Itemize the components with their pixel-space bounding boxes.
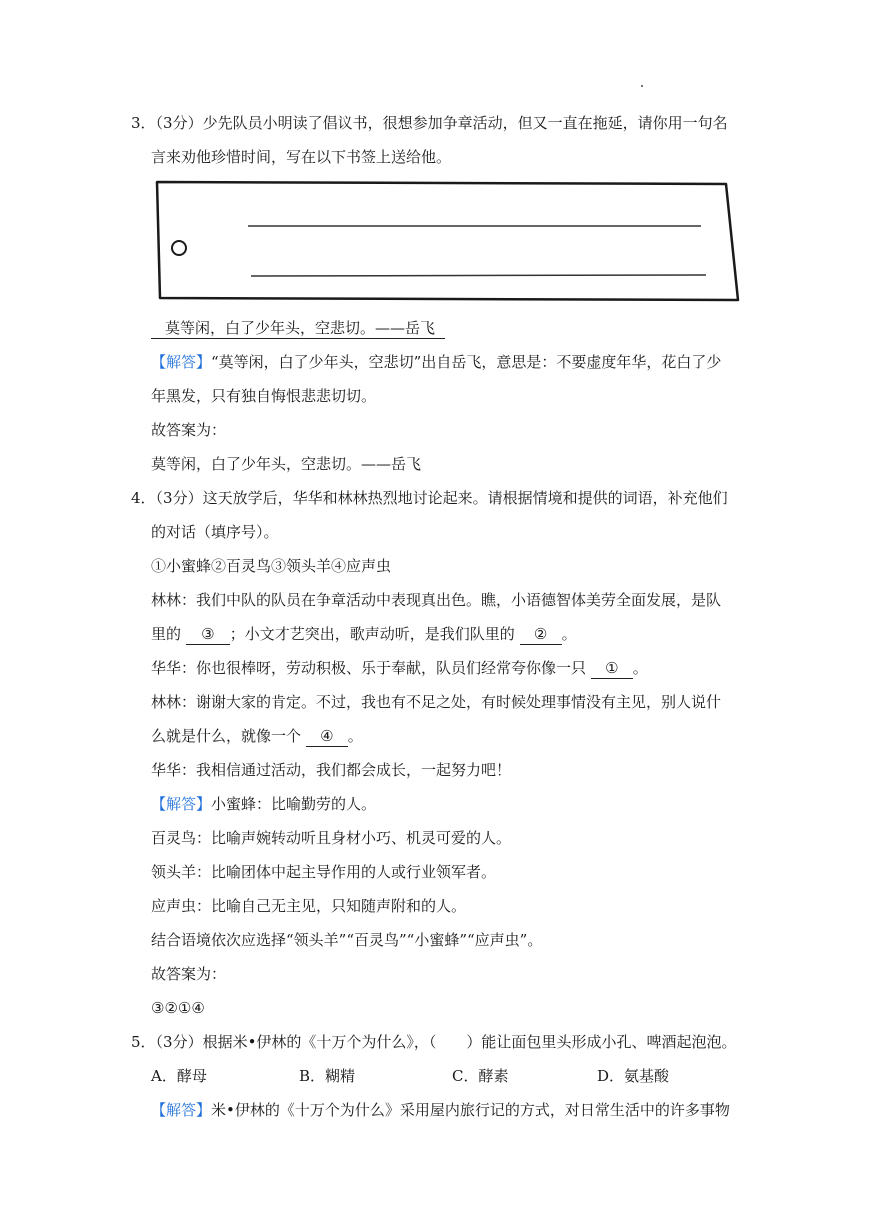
- q3-line-2: 言来劝他珍惜时间，写在以下书签上送给他。: [151, 148, 452, 166]
- q4-line-1: 4．（3分）这天放学后，华华和林林热烈地讨论起来。请根据情境和提供的词语，补充他们: [131, 489, 728, 507]
- q3-explain-1: [151, 352, 721, 372]
- q4-gu: 故答案为：: [151, 965, 227, 983]
- q4-final: ③②①④: [151, 999, 205, 1017]
- q4-d1b-end: 。: [561, 625, 577, 643]
- q4-d3b-end: 。: [347, 727, 363, 745]
- q4-explain-1: [151, 794, 376, 814]
- q5-explain-text: 米•伊林的《十万个为什么》采用屋内旅行记的方式，对日常生活中的许多事物: [211, 1101, 730, 1119]
- q3-explain-text: “莫等闲，白了少年头，空悲切”出自岳飞，意思是：不要虚度年华，花白了少: [211, 353, 722, 371]
- q4-dialog-4: 华华：我相信通过活动，我们都会成长，一起努力吧！: [151, 761, 512, 779]
- q4-dialog-3b: [151, 726, 363, 747]
- q5-option-b: B．糊精: [299, 1067, 356, 1085]
- q5-option-d: D．氨基酸: [597, 1067, 670, 1085]
- q4-explain-5: 结合语境依次应选择“领头羊”“百灵鸟”“小蜜蜂”“应声虫”。: [151, 931, 543, 949]
- q4-d3b-pre: 么就是什么，就像一个: [151, 727, 302, 745]
- q4-blank-4: ④: [306, 726, 348, 747]
- q4-d2-end: 。: [632, 659, 648, 677]
- q5-explain-1: [151, 1100, 730, 1120]
- q4-dialog-1a: 林林：我们中队的队员在争章活动中表现真出色。瞧，小语德智体美劳全面发展，是队: [151, 591, 722, 609]
- jieda-tag: 【解答】: [151, 353, 212, 371]
- q3-answer-underline: 莫等闲，白了少年头，空悲切。——岳飞: [151, 318, 445, 339]
- q4-explain-3: 领头羊：比喻团体中起主导作用的人或行业领军者。: [151, 863, 497, 881]
- q4-line-2: 的对话（填序号）。: [151, 523, 279, 541]
- q3-final: 莫等闲，白了少年头，空悲切。——岳飞: [151, 455, 422, 473]
- q4-explain-4: 应声虫：比喻自己无主见，只知随声附和的人。: [151, 897, 467, 915]
- q5-line-1: 5．（3分）根据米•伊林的《十万个为什么》，（ ）能让面包里头形成小孔、啤酒起泡泡。: [131, 1033, 737, 1051]
- q4-options: ①小蜜蜂②百灵鸟③领头羊④应声虫: [151, 557, 392, 575]
- q5-option-c: C．酵素: [452, 1067, 509, 1085]
- q4-explain-text: 小蜜蜂：比喻勤劳的人。: [211, 795, 377, 813]
- q4-dialog-3a: 林林：谢谢大家的肯定。不过，我也有不足之处，有时候处理事情没有主见，别人说什: [151, 693, 722, 711]
- q4-d1b-pre: 里的: [151, 625, 182, 643]
- q4-explain-2: 百灵鸟：比喻声婉转动听且身材小巧、机灵可爱的人。: [151, 829, 512, 847]
- q3-gu: 故答案为：: [151, 421, 227, 439]
- q4-dialog-2: [151, 658, 648, 679]
- q4-blank-3: ①: [591, 658, 633, 679]
- q4-dialog-1b: [151, 624, 577, 645]
- jieda-tag: 【解答】: [151, 795, 212, 813]
- q4-blank-2: ②: [520, 624, 562, 645]
- q5-option-a: A．酵母: [151, 1067, 207, 1085]
- q4-d2-pre: 华华：你也很棒呀，劳动积极、乐于奉献，队员们经常夸你像一只: [151, 659, 587, 677]
- q3-answer-fill: [151, 318, 445, 339]
- q3-line-1: 3．（3分）少先队员小明读了倡议书，很想参加争章活动，但又一直在拖延，请你用一句名: [131, 114, 728, 132]
- q3-explain-2: 年黑发，只有独自悔恨悲悲切切。: [151, 387, 377, 405]
- jieda-tag: 【解答】: [151, 1101, 212, 1119]
- q4-blank-1: ③: [186, 624, 230, 645]
- q4-d1b-mid: ；小文才艺突出，歌声动听，是我们队里的: [229, 625, 515, 643]
